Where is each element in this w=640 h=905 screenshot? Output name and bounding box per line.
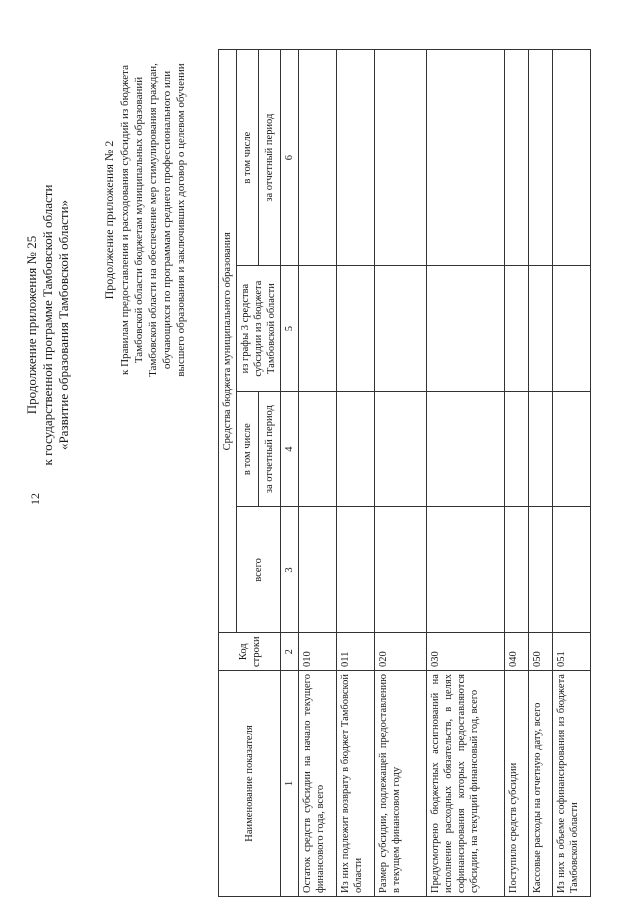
- header-incl-1-period: за отчетный период: [259, 391, 281, 507]
- table-row: [529, 50, 553, 897]
- cell-period: [427, 391, 505, 507]
- cell-period: [375, 391, 427, 507]
- cell-subsidy-period: [337, 50, 375, 266]
- cell-period: [299, 391, 337, 507]
- cell-subsidy: [529, 266, 553, 392]
- cell-subsidy: [375, 266, 427, 392]
- annex-line-5: высшего образования и заключивших договор о целевом обучении: [175, 63, 187, 377]
- row-code: 030: [427, 633, 505, 671]
- row-name: Кассовые расходы на отчетную дату, всего: [529, 671, 553, 897]
- cell-total: [337, 507, 375, 633]
- cell-period: [337, 391, 375, 507]
- document-header: [24, 45, 72, 605]
- cell-subsidy-period: [529, 50, 553, 266]
- header-incl-1: в том числе: [237, 391, 259, 507]
- header-total: всего: [237, 507, 281, 633]
- cell-subsidy-period: [375, 50, 427, 266]
- header-line-2: к государственной программе Тамбовской области: [40, 184, 55, 466]
- row-code: 051: [553, 633, 591, 671]
- page-number: 12: [28, 493, 42, 505]
- col-number: 6: [281, 50, 299, 266]
- cell-total: [553, 507, 591, 633]
- header-from-col3: из графы 3 средства субсидии из бюджета Тамбовской области: [237, 266, 281, 392]
- col-number: 1: [281, 671, 299, 897]
- cell-subsidy-period: [505, 50, 529, 266]
- cell-subsidy: [553, 266, 591, 392]
- header-group: Средства бюджета муниципального образования: [219, 50, 237, 633]
- column-number-row: [281, 50, 299, 897]
- cell-total: [375, 507, 427, 633]
- annex-line-1: к Правилам предоставления и расходования субсидий из бюджета: [119, 65, 131, 375]
- row-code: 020: [375, 633, 427, 671]
- annex-line-3: Тамбовской области на обеспечение мер стимулирования граждан,: [147, 63, 159, 377]
- cell-subsidy-period: [299, 50, 337, 266]
- cell-period: [505, 391, 529, 507]
- table-row: [299, 50, 337, 897]
- header-line-3: «Развитие образования Тамбовской области»: [56, 199, 71, 451]
- row-name: Из них в объеме софинансирования из бюджета Тамбовской области: [553, 671, 591, 897]
- row-name: Размер субсидии, подлежащей предоставлению в текущем финансовом году: [375, 671, 427, 897]
- cell-subsidy: [337, 266, 375, 392]
- cell-subsidy-period: [427, 50, 505, 266]
- annex-line-2: Тамбовской области бюджетам муниципальных образований: [133, 76, 145, 364]
- header-incl-2: в том числе: [237, 50, 259, 266]
- header-name: Наименование показателя: [219, 671, 281, 897]
- table-row: [505, 50, 529, 897]
- cell-subsidy: [505, 266, 529, 392]
- row-name: Предусмотрено бюджетных ассигнований на исполнение расходных обязательств, в целях софинансирования которых предоставляются субсидии, на текущий финансовый год, всего: [427, 671, 505, 897]
- table-row: [553, 50, 591, 897]
- annex-subheader: [102, 5, 188, 435]
- row-code: 040: [505, 633, 529, 671]
- table-row: [427, 50, 505, 897]
- cell-subsidy-period: [553, 50, 591, 266]
- report-table: [218, 49, 591, 897]
- row-name: Остаток средств субсидии на начало текущего финансового года, всего: [299, 671, 337, 897]
- col-number: 2: [281, 633, 299, 671]
- header-line-1: Продолжение приложения № 25: [24, 235, 39, 415]
- cell-subsidy: [299, 266, 337, 392]
- row-code: 010: [299, 633, 337, 671]
- header-incl-2-period: за отчетный период: [259, 50, 281, 266]
- cell-period: [553, 391, 591, 507]
- annex-title: Продолжение приложения № 2: [102, 140, 116, 300]
- header-code: Код строки: [219, 633, 281, 671]
- annex-line-4: обучающихся по программам среднего профессионального или: [161, 70, 173, 370]
- row-name: Поступило средств субсидии: [505, 671, 529, 897]
- row-name: Из них подлежит возврату в бюджет Тамбовской области: [337, 671, 375, 897]
- row-code: 011: [337, 633, 375, 671]
- row-code: 050: [529, 633, 553, 671]
- cell-total: [299, 507, 337, 633]
- table-row: [337, 50, 375, 897]
- table-row: [375, 50, 427, 897]
- cell-period: [529, 391, 553, 507]
- col-number: 4: [281, 391, 299, 507]
- cell-subsidy: [427, 266, 505, 392]
- cell-total: [505, 507, 529, 633]
- col-number: 5: [281, 266, 299, 392]
- cell-total: [427, 507, 505, 633]
- cell-total: [529, 507, 553, 633]
- col-number: 3: [281, 507, 299, 633]
